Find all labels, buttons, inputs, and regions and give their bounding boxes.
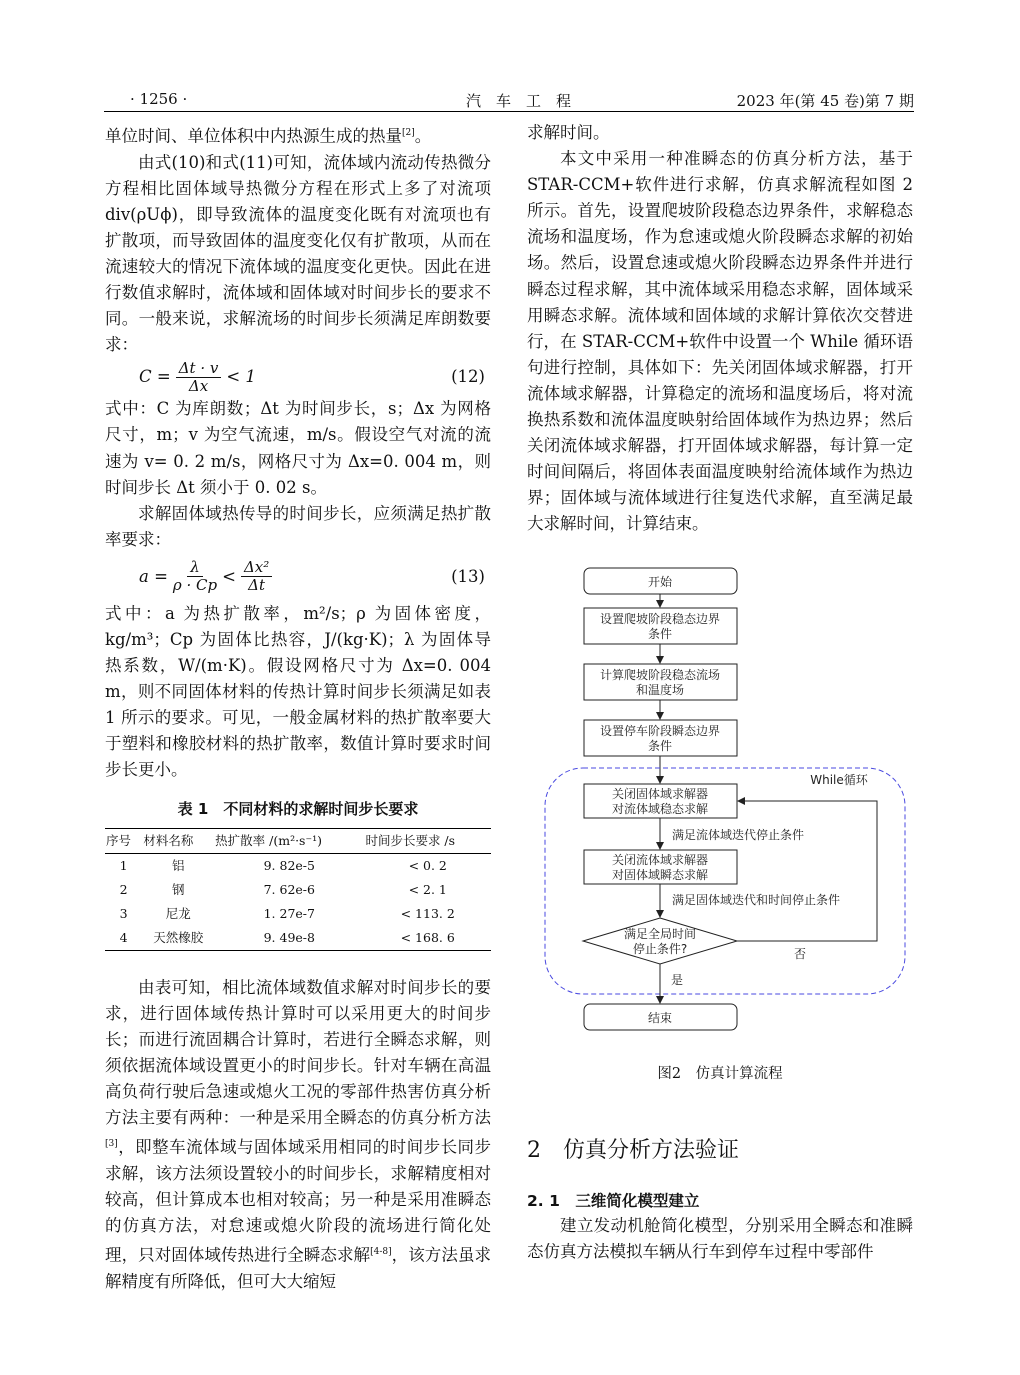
- svg-text:满足全局时间: 满足全局时间: [623, 927, 697, 941]
- table-cell: 9. 49e-8: [214, 926, 364, 951]
- svg-text:和温度场: 和温度场: [635, 683, 685, 697]
- equation-number: (12): [451, 367, 485, 387]
- citation: [2]: [402, 128, 415, 138]
- table-cell: 3: [119, 905, 128, 921]
- figure-caption: 图2 仿真计算流程: [657, 1066, 783, 1082]
- svg-text:计算爬坡阶段稳态流场: 计算爬坡阶段稳态流场: [599, 668, 721, 682]
- subsection-heading: 2. 1 三维简化模型建立: [527, 1192, 700, 1210]
- table-row: [105, 878, 491, 902]
- table-cell: < 0. 2: [408, 857, 447, 873]
- svg-text:对固体域瞬态求解: 对固体域瞬态求解: [611, 868, 709, 882]
- table-cell: < 113. 2: [400, 905, 455, 921]
- svg-text:设置停车阶段瞬态边界: 设置停车阶段瞬态边界: [599, 724, 721, 738]
- table-cell: 铝: [171, 857, 185, 873]
- table-row: [105, 926, 491, 951]
- table-row: [105, 853, 491, 878]
- table-cell: 钢: [171, 881, 185, 897]
- right-column-bottom: [527, 1213, 913, 1265]
- citation: [4-8]: [370, 1247, 392, 1258]
- header-rule: [104, 111, 914, 112]
- paragraph: 求解固体域热传导的时间步长，应须满足热扩散率要求：: [105, 503, 491, 549]
- equation-12: C = $\frac{\Delta t \cdot v}{\Delta x}$ < 1 (12): [139, 358, 485, 395]
- svg-text:对流体域稳态求解: 对流体域稳态求解: [611, 802, 709, 816]
- flow-decision: [583, 918, 737, 964]
- svg-text:条件: 条件: [647, 739, 673, 753]
- paragraph: 求解时间。: [527, 123, 610, 142]
- label-no: 否: [793, 947, 807, 961]
- svg-text:条件: 条件: [647, 627, 673, 641]
- left-column: [105, 120, 491, 1295]
- table-header: 材料名称: [142, 828, 214, 853]
- table-cell: < 168. 6: [364, 926, 491, 951]
- flowchart: [527, 562, 917, 1042]
- equation-13: a = $\frac{\lambda}{\rho \cdot Cp}$ < $\frac{\text{Δx²}}{\Delta t}$ (13): [139, 558, 485, 595]
- section-heading: 2 仿真分析方法验证: [527, 1138, 739, 1163]
- table-header: 序号: [105, 828, 142, 853]
- table-cell: 7. 62e-6: [263, 881, 315, 897]
- table-header: 热扩散率 /(m²·s⁻¹): [214, 828, 364, 853]
- condition-solid: 满足固体域迭代和时间停止条件: [672, 893, 841, 907]
- svg-text:关闭固体域求解器: 关闭固体域求解器: [611, 787, 709, 801]
- condition-fluid: 满足流体域迭代停止条件: [672, 828, 805, 842]
- paragraph: 由式(10)和式(11)可知，流体域内流动传热微分方程相比固体域导热微分方程在形式上多了对流项 div(ρUϕ)，即导致流体的温度变化既有对流项也有扩散项，而导致固体的温度变化仅有扩散项，从而在流速较大的情况下流体域的温度变化更快。因此在进行数值求解时，流体域和固体域对时间步长的要求不同。一般来说，求解流场的时间步长须满足库朗数要求：: [105, 152, 491, 355]
- table-caption: 表 1 不同材料的求解时间步长要求: [177, 799, 419, 818]
- svg-text:结束: 结束: [647, 1011, 673, 1025]
- paragraph: 建立发动机舱简化模型，分别采用全瞬态和准瞬态仿真方法模拟车辆从行车到停车过程中零部件: [527, 1216, 913, 1262]
- while-loop-label: While循环: [810, 773, 868, 787]
- label-yes: 是: [670, 973, 684, 987]
- svg-text:停止条件?: 停止条件?: [632, 942, 688, 956]
- paragraph: 式中：C 为库朗数；Δt 为时间步长，s；Δx 为网格尺寸，m；v 为空气流速，m/s。假设空气对流的流速为 v= 0. 2 m/s，网格尺寸为 Δx=0. 004 m，则时间步长 Δt 须小于 0. 02 s。: [105, 399, 491, 497]
- table-header: 时间步长要求 /s: [364, 828, 491, 853]
- citation: [3]: [105, 1139, 118, 1150]
- table-cell: 天然橡胶: [142, 926, 214, 951]
- data-table: [105, 828, 491, 951]
- table-row: [105, 902, 491, 926]
- table-cell: 4: [105, 926, 142, 951]
- table-cell: < 2. 1: [408, 881, 447, 897]
- svg-text:设置爬坡阶段稳态边界: 设置爬坡阶段稳态边界: [599, 612, 721, 626]
- svg-text:关闭流体域求解器: 关闭流体域求解器: [611, 853, 709, 867]
- table-cell: 1: [119, 857, 128, 873]
- journal-name: 汽 车 工 程: [466, 92, 572, 110]
- table-cell: 尼龙: [165, 905, 191, 921]
- table-cell: 9. 82e-5: [263, 857, 315, 873]
- paragraph: 本文中采用一种准瞬态的仿真分析方法，基于 STAR-CCM+软件进行求解，仿真求解流程如图 2 所示。首先，设置爬坡阶段稳态边界条件，求解稳态流场和温度场，作为怠速或熄火阶段瞬态求解的初始场。然后，设置怠速或熄火阶段瞬态边界条件并进行瞬态过程求解，其中流体域采用稳态求解，固体域采用瞬态求解。流体域和固体域的求解计算依次交替进行，在 STAR-CCM+软件中设置一个 While 循环语句进行控制，具体如下：先关闭固体域求解器，打开流体域求解器，计算稳定的流场和温度场后，将对流换热系数和流体温度映射给固体域作为热边界；然后关闭流体域求解器，打开固体域求解器，每计算一定时间间隔后，将固体表面温度映射给流体域作为热边界；固体域与流体域进行往复迭代求解，直至满足最大求解时间，计算结束。: [527, 149, 913, 534]
- paragraph: 式中：a 为热扩散率，m²/s；ρ 为固体密度，kg/m³；Cp 为固体比热容，J/(kg·K)；λ 为固体导热系数，W/(m·K)。假设网格尺寸为 Δx=0. 004 m，则不同固体材料的传热计算时间步长须满足如表 1 所示的要求。可见，一般金属材料的热扩散率要大于塑料和橡胶材料的热扩散率，数值计算时要求时间步长更小。: [105, 603, 491, 780]
- svg-text:开始: 开始: [647, 575, 673, 589]
- issue-info: 2023 年(第 45 卷)第 7 期: [736, 92, 914, 110]
- paragraph: 由表可知，相比流体域数值求解对时间步长的要求，进行固体域传热计算时可以采用更大的时间步长；而进行流固耦合计算时，若进行全瞬态求解，则须依据流体域设置更小的时间步长。针对车辆在高温高负荷行驶后急速或熄火工况的零部件热害仿真分析方法主要有两种：一种是采用全瞬态的仿真分析方法[3]，即整车流体域与固体域采用相同的时间步长同步求解，该方法须设置较小的时间步长，求解精度相对较高，但计算成本也相对较高；另一种是采用准瞬态的仿真方法，对怠速或熄火阶段的流场进行简化处理，只对固体域传热进行全瞬态求解[4-8]，该方法虽求解精度有所降低，但可大大缩短: [105, 977, 492, 1291]
- table-cell: 2: [119, 881, 128, 897]
- paragraph: 单位时间、单位体积中内热源生成的热量[2]。: [105, 126, 432, 146]
- table-cell: 1. 27e-7: [263, 905, 315, 921]
- right-column: [527, 120, 913, 538]
- equation-number: (13): [451, 566, 485, 586]
- page-number: · 1256 ·: [130, 90, 188, 108]
